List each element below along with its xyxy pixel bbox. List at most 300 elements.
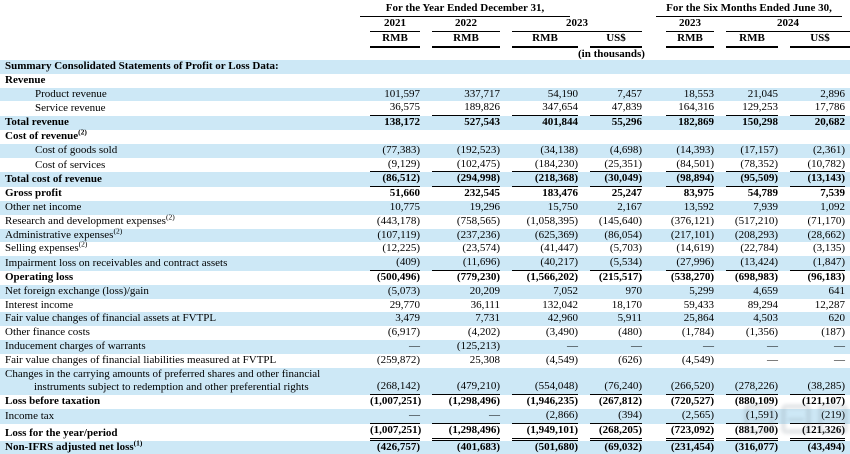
cell-fy2022-rmb: 232,545 <box>464 187 500 200</box>
six-months-group-header <box>654 2 850 17</box>
column-gap <box>642 242 654 256</box>
column-gap <box>642 88 654 102</box>
col-year-2023: 2023 <box>500 17 642 32</box>
cell-fy2021-rmb: (1,007,251) <box>358 424 420 441</box>
row-label-text: Other net income <box>5 200 82 213</box>
cell-fy2021-rmb: (12,225) <box>382 242 420 255</box>
cell-fy2021-rmb <box>358 74 420 88</box>
table-row <box>0 368 850 396</box>
cell-hy2023-rmb: (723,092) <box>654 424 714 441</box>
table-body <box>0 60 850 454</box>
table-row <box>0 172 850 187</box>
cell-hy2024-rmb: (22,784) <box>740 242 778 255</box>
cell-fy2021-rmb: 51,660 <box>389 187 420 200</box>
cell-hy2024-rmb <box>714 130 778 144</box>
cell-hy2024-rmb: — <box>767 353 778 366</box>
cell-hy2024-usd: 17,786 <box>778 101 850 116</box>
currency-rmb-six-2023: RMB <box>654 32 714 48</box>
year-header-row <box>0 17 850 32</box>
row-label-text: Interest income <box>5 298 74 311</box>
table-row <box>0 144 850 158</box>
cell-fy2022-rmb: (4,202) <box>467 326 500 339</box>
table-row <box>0 215 850 229</box>
cell-hy2024-rmb: 4,659 <box>714 285 778 299</box>
row-label-text: Administrative expenses <box>5 228 114 241</box>
table-row <box>0 312 850 326</box>
table-row <box>0 201 850 215</box>
cell-fy2021-rmb <box>358 130 420 144</box>
cell-hy2024-usd: (121,107) <box>801 395 846 408</box>
table-header <box>0 2 850 60</box>
cell-hy2024-usd: (187) <box>821 326 846 339</box>
row-label <box>0 187 358 201</box>
cell-hy2024-usd: — <box>778 340 850 354</box>
column-gap <box>642 215 654 229</box>
cell-fy2023-rmb: (625,369) <box>500 229 578 243</box>
group-header-row <box>0 2 850 17</box>
cell-fy2023-usd: (5,703) <box>609 242 642 255</box>
column-gap <box>642 340 654 354</box>
cell-hy2024-usd: (38,285) <box>778 368 850 396</box>
cell-fy2023-usd <box>578 74 642 88</box>
column-gap <box>642 395 654 409</box>
row-label <box>0 368 358 396</box>
cell-fy2023-usd: (30,049) <box>578 172 642 187</box>
cell-hy2024-rmb: 89,294 <box>747 298 778 311</box>
table-row <box>0 229 850 243</box>
footnote-ref: (2) <box>78 127 87 137</box>
cell-hy2024-rmb: 4,503 <box>714 312 778 326</box>
cell-hy2023-rmb: (1,784) <box>681 326 714 339</box>
cell-fy2023-rmb: (218,368) <box>500 172 578 187</box>
row-label-text: Loss before taxation <box>5 395 101 408</box>
cell-fy2022-rmb: (192,523) <box>420 144 500 158</box>
row-label <box>0 271 358 285</box>
table-row <box>0 242 850 256</box>
row-label <box>0 409 358 424</box>
column-gap <box>642 424 654 441</box>
cell-fy2021-rmb: (259,872) <box>376 353 420 366</box>
cell-hy2023-rmb: (4,549) <box>681 353 714 366</box>
row-label-text: Loss for the year/period <box>5 426 118 439</box>
cell-hy2024-rmb: 21,045 <box>714 88 778 102</box>
row-label <box>0 116 358 130</box>
row-label <box>0 158 358 173</box>
row-label-text: Gross profit <box>5 187 62 200</box>
cell-fy2022-rmb: (401,683) <box>420 441 500 454</box>
cell-hy2024-usd: 620 <box>778 312 850 326</box>
col-six-2024: 2024 <box>714 17 850 32</box>
cell-fy2023-rmb: (3,490) <box>545 326 578 339</box>
cell-hy2023-rmb <box>654 74 714 88</box>
cell-fy2023-usd: (268,205) <box>578 424 642 441</box>
cell-hy2023-rmb: (84,501) <box>654 158 714 173</box>
cell-hy2024-rmb: (95,509) <box>714 172 778 187</box>
row-label-text: Inducement charges of warrants <box>5 339 146 352</box>
table-row <box>0 409 850 424</box>
cell-hy2023-rmb: — <box>654 340 714 354</box>
currency-rmb-six-2024: RMB <box>714 32 778 48</box>
cell-fy2022-rmb <box>420 60 500 74</box>
row-label-text: Total cost of revenue <box>5 173 102 186</box>
cell-fy2023-usd: 55,296 <box>578 116 642 130</box>
cell-hy2023-rmb: 13,592 <box>654 201 714 215</box>
table-row <box>0 158 850 173</box>
row-label-text: Changes in the carrying amounts of preferred shares and other financial instruments subject to redemption and other preferential rights <box>5 367 321 394</box>
cell-fy2023-rmb: 347,654 <box>500 101 578 116</box>
cell-hy2024-rmb <box>714 74 778 88</box>
cell-fy2022-rmb: (23,574) <box>462 242 500 255</box>
cell-fy2023-usd: (394) <box>578 409 642 424</box>
row-label-text: Product revenue <box>35 87 107 100</box>
year-group-header <box>358 2 578 17</box>
cell-hy2023-rmb <box>654 130 714 144</box>
row-label <box>0 326 358 340</box>
cell-fy2023-rmb: (34,138) <box>500 144 578 158</box>
row-label <box>0 395 358 409</box>
cell-fy2023-rmb: 401,844 <box>500 116 578 130</box>
column-gap <box>642 271 654 285</box>
cell-fy2021-rmb: (443,178) <box>376 214 420 227</box>
cell-fy2021-rmb: 138,172 <box>358 116 420 130</box>
cell-fy2022-rmb <box>420 130 500 144</box>
row-label-text: Income tax <box>5 409 55 422</box>
cell-fy2023-usd: 5,911 <box>578 312 642 326</box>
cell-fy2021-rmb: (268,142) <box>358 368 420 396</box>
row-label-text: Cost of goods sold <box>35 143 118 156</box>
cell-hy2024-usd: 2,896 <box>778 88 850 102</box>
currency-header-row <box>0 32 850 48</box>
cell-fy2023-rmb: (554,048) <box>500 368 578 396</box>
row-label <box>0 312 358 326</box>
year-group-label: For the Year Ended December 31, <box>360 2 570 17</box>
cell-fy2022-rmb: 20,209 <box>420 285 500 299</box>
cell-fy2023-rmb: (184,230) <box>500 158 578 173</box>
cell-fy2022-rmb: (237,236) <box>420 229 500 243</box>
cell-hy2023-rmb: 5,299 <box>654 285 714 299</box>
cell-hy2024-rmb: (880,109) <box>734 395 778 408</box>
cell-hy2024-rmb: (278,226) <box>714 368 778 396</box>
cell-fy2023-usd: 7,457 <box>578 88 642 102</box>
cell-hy2023-rmb: (14,619) <box>676 242 714 255</box>
cell-fy2022-rmb: (779,230) <box>456 270 500 283</box>
column-gap <box>642 256 654 271</box>
cell-hy2024-rmb: (517,210) <box>734 214 778 227</box>
cell-fy2022-rmb <box>420 74 500 88</box>
cell-fy2021-rmb: 29,770 <box>389 298 420 311</box>
row-label <box>0 299 358 313</box>
cell-hy2024-rmb: (78,352) <box>714 158 778 173</box>
cell-hy2024-rmb: (1,356) <box>745 326 778 339</box>
cell-fy2021-rmb: (107,119) <box>358 229 420 243</box>
cell-fy2021-rmb: 101,597 <box>358 88 420 102</box>
cell-hy2023-rmb: (27,996) <box>654 256 714 271</box>
row-label-text: Service revenue <box>35 102 106 115</box>
table-row <box>0 116 850 130</box>
cell-fy2021-rmb: (500,496) <box>376 270 420 283</box>
column-gap <box>642 229 654 243</box>
cell-hy2024-rmb: (1,591) <box>714 409 778 424</box>
cell-hy2024-usd: (2,361) <box>778 144 850 158</box>
cell-hy2024-rmb: 7,939 <box>714 201 778 215</box>
table-row <box>0 424 850 441</box>
row-label-text: Net foreign exchange (loss)/gain <box>5 284 149 297</box>
cell-hy2024-usd: 641 <box>778 285 850 299</box>
cell-fy2022-rmb: (125,213) <box>420 340 500 354</box>
cell-fy2021-rmb: (1,007,251) <box>370 395 422 408</box>
cell-hy2023-rmb <box>654 60 714 74</box>
cell-fy2023-usd <box>578 60 642 74</box>
cell-fy2023-rmb: (1,946,235) <box>526 395 578 408</box>
row-label-text: Impairment loss on receivables and contract assets <box>5 257 228 270</box>
table-row <box>0 299 850 313</box>
cell-hy2023-rmb: 18,553 <box>654 88 714 102</box>
cell-fy2022-rmb: 25,308 <box>469 353 500 366</box>
row-label <box>0 285 358 299</box>
cell-fy2021-rmb <box>358 60 420 74</box>
cell-fy2022-rmb: (11,696) <box>420 256 500 271</box>
units-row <box>0 48 850 60</box>
cell-fy2022-rmb: (479,210) <box>420 368 500 396</box>
cell-fy2022-rmb: (1,298,496) <box>420 424 500 441</box>
cell-hy2023-rmb: (538,270) <box>670 270 714 283</box>
currency-usd-2023: US$ <box>578 32 642 48</box>
cell-fy2023-usd: 2,167 <box>578 201 642 215</box>
row-label-text: Revenue <box>5 73 46 86</box>
column-gap <box>642 101 654 116</box>
row-label <box>0 201 358 215</box>
currency-rmb-2022: RMB <box>420 32 500 48</box>
row-label <box>0 225 358 243</box>
cell-hy2024-usd: (10,782) <box>778 158 850 173</box>
cell-fy2023-rmb: (1,949,101) <box>500 424 578 441</box>
table-row <box>0 101 850 116</box>
cell-hy2024-rmb: (17,157) <box>714 144 778 158</box>
cell-hy2023-rmb: (376,121) <box>670 214 714 227</box>
cell-fy2021-rmb: 10,775 <box>358 201 420 215</box>
cell-fy2023-usd: (4,698) <box>578 144 642 158</box>
cell-fy2023-usd: — <box>578 340 642 354</box>
col-six-2023: 2023 <box>654 17 714 32</box>
cell-fy2023-rmb: (40,217) <box>500 256 578 271</box>
cell-fy2023-usd: 47,839 <box>578 101 642 116</box>
cell-fy2022-rmb: 189,826 <box>420 101 500 116</box>
cell-hy2024-rmb: 54,789 <box>747 187 778 200</box>
cell-fy2023-rmb <box>500 130 578 144</box>
row-label <box>0 127 358 144</box>
row-label-text: Research and development expenses <box>5 214 166 227</box>
cell-fy2021-rmb: (9,129) <box>358 158 420 173</box>
cell-fy2022-rmb: (102,475) <box>420 158 500 173</box>
cell-fy2023-usd: (25,351) <box>578 158 642 173</box>
cell-fy2023-usd: (480) <box>618 326 642 339</box>
cell-hy2024-rmb: (13,424) <box>714 256 778 271</box>
column-gap <box>642 285 654 299</box>
row-label-text: Fair value changes of financial assets at FVTPL <box>5 312 217 325</box>
cell-fy2022-rmb: — <box>420 409 500 424</box>
cell-hy2024-usd: 12,287 <box>814 298 846 311</box>
row-label-text: Fair value changes of financial liabilities measured at FVTPL <box>5 353 277 366</box>
cell-fy2022-rmb: 7,731 <box>420 312 500 326</box>
cell-hy2024-usd: 1,092 <box>778 201 850 215</box>
footnote-ref: (1) <box>133 437 143 447</box>
table-row <box>0 395 850 409</box>
cell-fy2022-rmb: (758,565) <box>456 214 500 227</box>
table-row <box>0 88 850 102</box>
cell-fy2023-rmb: 42,960 <box>500 312 578 326</box>
column-gap <box>642 299 654 313</box>
cell-fy2023-rmb: (41,447) <box>540 242 578 255</box>
cell-hy2023-rmb: 25,864 <box>654 312 714 326</box>
cell-hy2024-usd <box>778 74 850 88</box>
row-label <box>0 101 358 116</box>
table-row <box>0 256 850 271</box>
table-row <box>0 326 850 340</box>
cell-fy2022-rmb: 337,717 <box>420 88 500 102</box>
column-gap <box>642 354 654 368</box>
cell-fy2021-rmb: 3,479 <box>358 312 420 326</box>
cell-fy2021-rmb: — <box>358 409 420 424</box>
cell-fy2023-usd: (5,534) <box>578 256 642 271</box>
cell-hy2024-usd: 7,539 <box>820 187 846 200</box>
cell-hy2023-rmb: (266,520) <box>654 368 714 396</box>
cell-fy2021-rmb: (6,917) <box>387 326 420 339</box>
cell-hy2024-usd: (121,326) <box>778 424 850 441</box>
cell-hy2024-usd <box>778 130 850 144</box>
table-row <box>0 354 850 368</box>
cell-hy2023-rmb: (217,101) <box>654 229 714 243</box>
row-label-text: Cost of services <box>35 158 106 171</box>
row-label <box>0 144 358 158</box>
cell-fy2023-usd: (626) <box>618 353 642 366</box>
table-row <box>0 340 850 354</box>
cell-fy2021-rmb: — <box>358 340 420 354</box>
cell-fy2023-usd: 25,247 <box>611 187 642 200</box>
profit-loss-table <box>0 2 850 454</box>
table-row <box>0 271 850 285</box>
cell-hy2024-usd: (3,135) <box>812 242 846 255</box>
cell-fy2022-rmb: 527,543 <box>420 116 500 130</box>
col-year-2022: 2022 <box>420 17 500 32</box>
cell-fy2023-rmb <box>500 60 578 74</box>
column-gap <box>642 144 654 158</box>
row-label <box>0 256 358 271</box>
cell-hy2024-usd: (219) <box>778 409 850 424</box>
currency-rmb-2023: RMB <box>500 32 578 48</box>
cell-fy2022-rmb: 19,296 <box>420 201 500 215</box>
cell-hy2024-rmb: (316,077) <box>714 441 778 454</box>
cell-fy2023-usd: (86,054) <box>578 229 642 243</box>
table-row <box>0 60 850 74</box>
cell-hy2024-rmb <box>714 60 778 74</box>
cell-fy2022-rmb: (1,298,496) <box>448 395 500 408</box>
cell-hy2024-rmb: (208,293) <box>714 229 778 243</box>
cell-fy2022-rmb: 36,111 <box>470 298 500 311</box>
table-row <box>0 285 850 299</box>
currency-rmb-2021: RMB <box>358 32 420 48</box>
six-months-group-label: For the Six Months Ended June 30, <box>656 2 842 17</box>
footnote-ref: (2) <box>78 239 88 249</box>
row-label-text: Selling expenses <box>5 242 79 255</box>
cell-hy2024-usd: (96,183) <box>807 270 846 283</box>
cell-fy2023-rmb: — <box>500 340 578 354</box>
cell-fy2021-rmb: (86,512) <box>358 172 420 187</box>
cell-fy2023-rmb: 183,476 <box>542 187 578 200</box>
row-label <box>0 60 358 74</box>
table-row <box>0 130 850 144</box>
cell-hy2023-rmb: (2,565) <box>654 409 714 424</box>
cell-hy2024-usd: (71,170) <box>807 214 846 227</box>
cell-fy2023-rmb <box>500 74 578 88</box>
column-gap <box>642 409 654 424</box>
cell-fy2023-usd: (76,240) <box>578 368 642 396</box>
row-label-text: Operating loss <box>5 270 74 283</box>
cell-fy2021-rmb: 36,575 <box>358 101 420 116</box>
cell-hy2023-rmb: 182,869 <box>654 116 714 130</box>
footnote-ref: (2) <box>165 212 175 222</box>
cell-hy2023-rmb: (14,393) <box>654 144 714 158</box>
cell-fy2023-rmb: 54,190 <box>500 88 578 102</box>
currency-usd-six-2024: US$ <box>778 32 850 48</box>
cell-fy2021-rmb: (5,073) <box>358 285 420 299</box>
row-label-text: Non-IFRS adjusted net loss <box>5 440 134 453</box>
column-gap <box>642 60 654 74</box>
row-label <box>0 74 358 88</box>
cell-fy2023-rmb: 7,052 <box>500 285 578 299</box>
column-gap <box>642 172 654 187</box>
cell-fy2023-rmb: 132,042 <box>542 298 578 311</box>
cell-hy2024-rmb: — <box>714 340 778 354</box>
row-label <box>0 212 358 229</box>
cell-fy2023-rmb: (1,058,395) <box>526 214 578 227</box>
row-label-text: Cost of revenue <box>5 129 79 142</box>
column-gap <box>642 326 654 340</box>
cell-hy2023-rmb: (720,527) <box>670 395 714 408</box>
cell-hy2024-rmb: 129,253 <box>714 101 778 116</box>
cell-fy2023-rmb: (1,566,202) <box>526 270 578 283</box>
cell-hy2023-rmb: (98,894) <box>654 172 714 187</box>
cell-hy2023-rmb: 59,433 <box>683 298 714 311</box>
cell-fy2023-rmb: (4,549) <box>545 353 578 366</box>
row-label <box>0 354 358 368</box>
cell-hy2023-rmb: 83,975 <box>683 187 714 200</box>
cell-hy2024-usd <box>778 60 850 74</box>
row-label <box>0 340 358 354</box>
cell-fy2023-rmb: 15,750 <box>500 201 578 215</box>
col-year-2021: 2021 <box>358 17 420 32</box>
table-row <box>0 187 850 201</box>
cell-fy2023-usd: (145,640) <box>598 214 642 227</box>
cell-hy2024-rmb: (881,700) <box>714 424 778 441</box>
cell-fy2023-usd: (267,812) <box>598 395 642 408</box>
cell-hy2024-usd: — <box>834 353 846 366</box>
row-label-text: Other finance costs <box>5 326 90 339</box>
cell-hy2024-usd: 20,682 <box>778 116 850 130</box>
column-gap <box>642 74 654 88</box>
cell-hy2024-usd: (28,662) <box>778 229 850 243</box>
units-note: (in thousands) <box>578 48 645 60</box>
cell-hy2023-rmb: (231,454) <box>654 441 714 454</box>
footnote-ref: (2) <box>113 225 123 235</box>
cell-fy2021-rmb: (77,383) <box>358 144 420 158</box>
cell-hy2024-usd: (1,847) <box>778 256 850 271</box>
cell-fy2023-usd: (215,517) <box>598 270 642 283</box>
cell-hy2023-rmb: 164,316 <box>654 101 714 116</box>
cell-hy2024-rmb: 150,298 <box>714 116 778 130</box>
cell-fy2023-rmb: (501,680) <box>500 441 578 454</box>
cell-fy2023-usd: 970 <box>578 285 642 299</box>
row-label-text: Total revenue <box>5 116 69 129</box>
